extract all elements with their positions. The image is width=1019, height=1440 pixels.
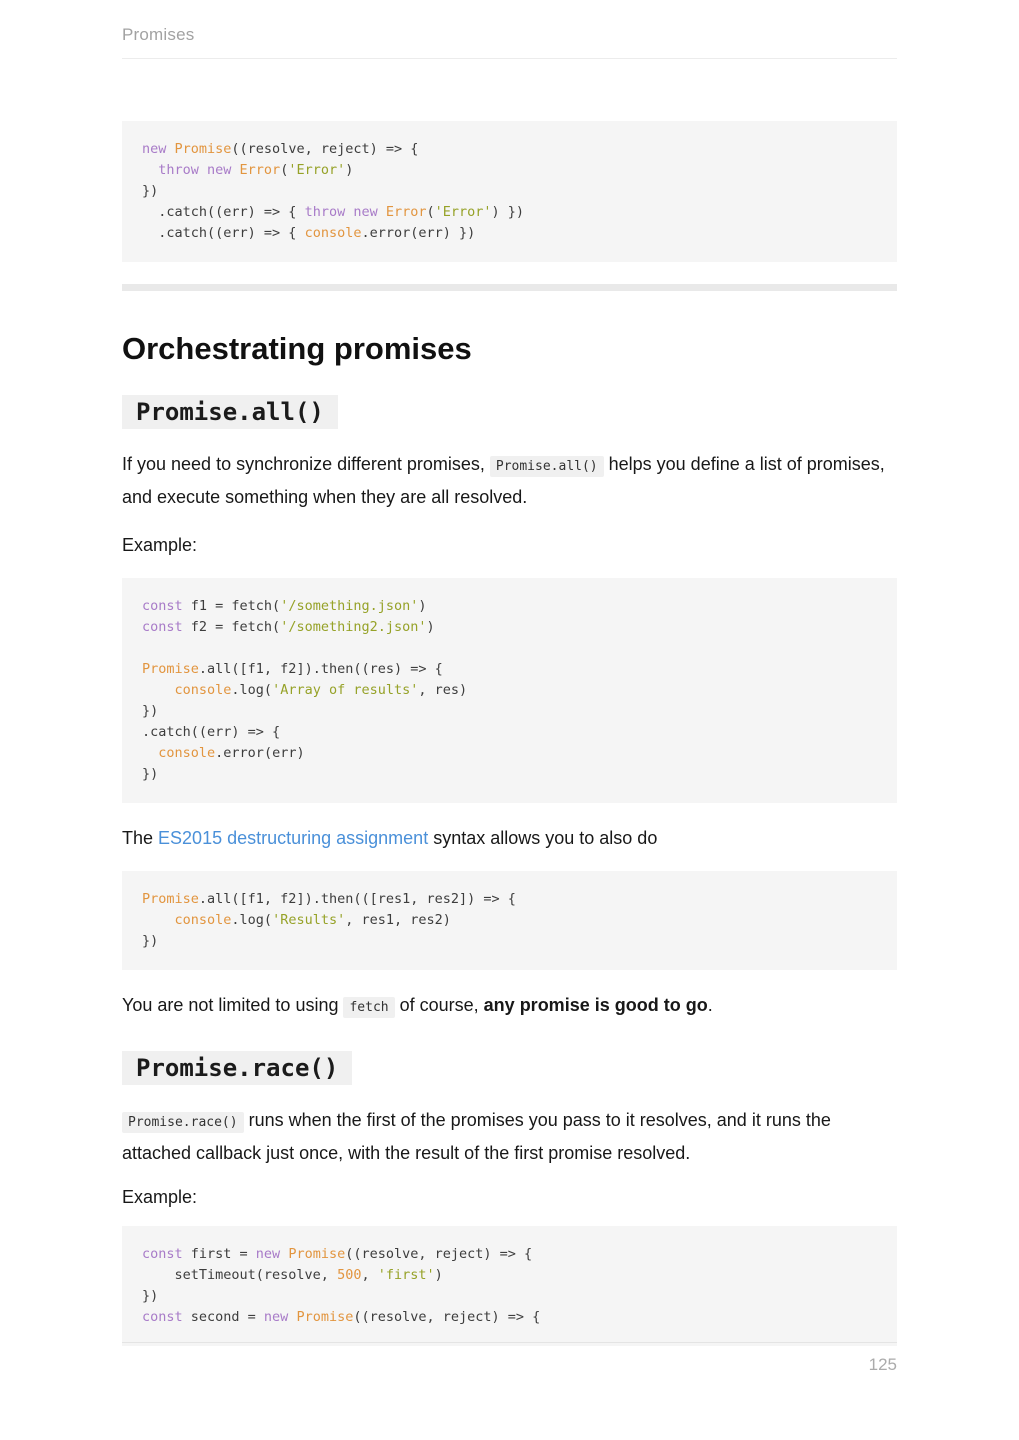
inline-code: fetch <box>343 997 394 1018</box>
heading-row <box>122 1023 897 1085</box>
paragraph-example-label: Example: <box>122 535 198 555</box>
paragraph-promise-race-intro: Promise.race() runs when the first of the promises you pass to it resolves, and it runs the attached callback just once, with the result of the first promise resolved. <box>122 1110 831 1163</box>
heading-promise-all: Promise.all() <box>122 395 338 429</box>
inline-code: Promise.race() <box>122 1112 244 1133</box>
running-header-title: Promises <box>122 25 195 44</box>
page-footer <box>122 1342 897 1375</box>
section-divider <box>122 284 897 291</box>
inline-link[interactable]: ES2015 destructuring assignment <box>158 828 429 848</box>
code-block-catch-chain: new Promise((resolve, reject) => { throw new Error('Error') }) .catch((err) => { throw new Error('Error') }) .catch((err) => { console.error(err) }) <box>122 121 897 262</box>
paragraph-promise-all-intro: If you need to synchronize different promises, Promise.all() helps you define a list of promises, and execute something when they are all resolved. <box>122 454 885 507</box>
paragraph-destructuring: The ES2015 destructuring assignment syntax allows you to also do <box>122 828 658 848</box>
heading-promise-race: Promise.race() <box>122 1051 352 1085</box>
heading-row <box>122 367 897 429</box>
code-block-destructuring: Promise.all([f1, f2]).then(([res1, res2]) => { console.log('Results', res1, res2) }) <box>122 871 897 970</box>
code-block-promise-all: const f1 = fetch('/something.json') const f2 = fetch('/something2.json') Promise.all([f1, f2]).then((res) => { console.log('Array of results', res) }) .catch((err) => { console.error(err) }) <box>122 578 897 803</box>
page-number: 125 <box>868 1355 897 1374</box>
bold-text: any promise is good to go <box>483 995 708 1015</box>
page-title: Orchestrating promises <box>122 331 472 366</box>
page-content <box>122 0 897 1346</box>
paragraph-example-label: Example: <box>122 1187 198 1207</box>
inline-code: Promise.all() <box>490 456 604 477</box>
paragraph-not-limited: You are not limited to using fetch of course, any promise is good to go. <box>122 990 897 1023</box>
code-block-promise-race: const first = new Promise((resolve, reject) => { setTimeout(resolve, 500, 'first') }) const second = new Promise((resolve, reject) => { <box>122 1226 897 1346</box>
running-header <box>122 0 897 59</box>
